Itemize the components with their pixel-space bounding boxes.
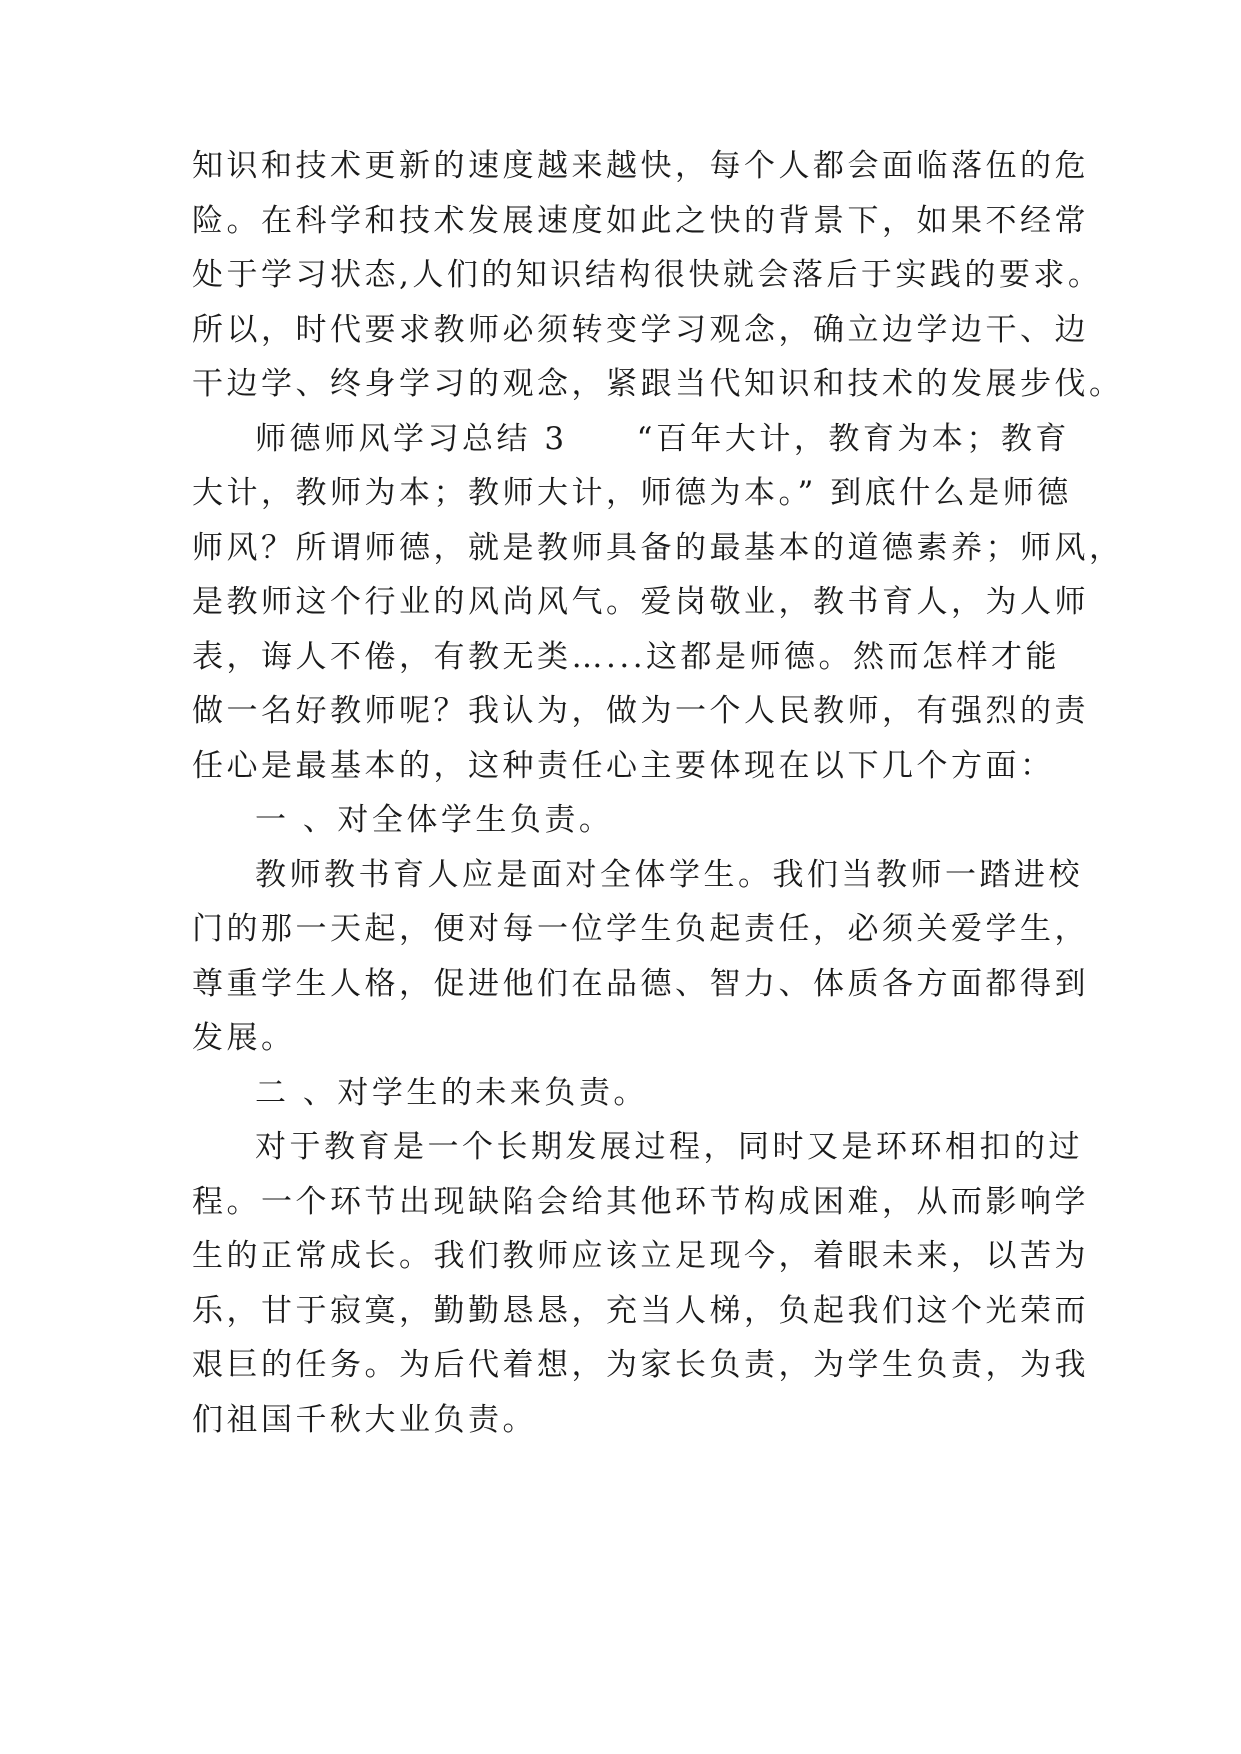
section-heading-line: 师德师风学习总结 3 “百年大计，教育为本；教育 (255, 421, 1070, 457)
text-line: 教师教书育人应是面对全体学生。我们当教师一踏进校 (255, 857, 1083, 893)
text-line: 乐，甘于寂寞，勤勤恳恳，充当人梯，负起我们这个光荣而 (192, 1293, 1089, 1329)
text-line: 大计，教师为本；教师大计，师德为本。” 到底什么是师德 (192, 475, 1072, 511)
list-heading-1: 一 、对全体学生负责。 (255, 802, 614, 838)
text-line: 对于教育是一个长期发展过程，同时又是环环相扣的过 (255, 1129, 1083, 1165)
text-line: 处于学习状态,人们的知识结构很快就会落后于实践的要求。 (192, 257, 1103, 293)
text-line: 是教师这个行业的风尚风气。爱岗敬业，教书育人，为人师 (192, 584, 1089, 620)
text-line: 们祖国千秋大业负责。 (192, 1402, 537, 1438)
text-line: 干边学、终身学习的观念，紧跟当代知识和技术的发展步伐。 (192, 366, 1124, 402)
text-line: 门的那一天起，便对每一位学生负起责任，必须关爱学生， (192, 911, 1089, 947)
text-line: 艰巨的任务。为后代着想，为家长负责，为学生负责，为我 (192, 1347, 1089, 1383)
text-line: 所以，时代要求教师必须转变学习观念，确立边学边干、边 (192, 312, 1089, 348)
text-line: 险。在科学和技术发展速度如此之快的背景下，如果不经常 (192, 203, 1089, 239)
text-line: 做一名好教师呢？我认为，做为一个人民教师，有强烈的责 (192, 693, 1089, 729)
text-line: 程。一个环节出现缺陷会给其他环节构成困难，从而影响学 (192, 1184, 1089, 1220)
text-line: 知识和技术更新的速度越来越快，每个人都会面临落伍的危 (192, 148, 1089, 184)
text-line: 尊重学生人格，促进他们在品德、智力、体质各方面都得到 (192, 966, 1089, 1002)
text-line: 师风？所谓师德，就是教师具备的最基本的道德素养；师风， (192, 530, 1124, 566)
text-line: 任心是最基本的，这种责任心主要体现在以下几个方面： (192, 748, 1055, 784)
text-line: 发展。 (192, 1020, 296, 1056)
text-line: 表，诲人不倦，有教无类…...这都是师德。然而怎样才能 (192, 639, 1061, 675)
list-heading-2: 二 、对学生的未来负责。 (255, 1075, 648, 1111)
text-line: 生的正常成长。我们教师应该立足现今，着眼未来，以苦为 (192, 1238, 1089, 1274)
